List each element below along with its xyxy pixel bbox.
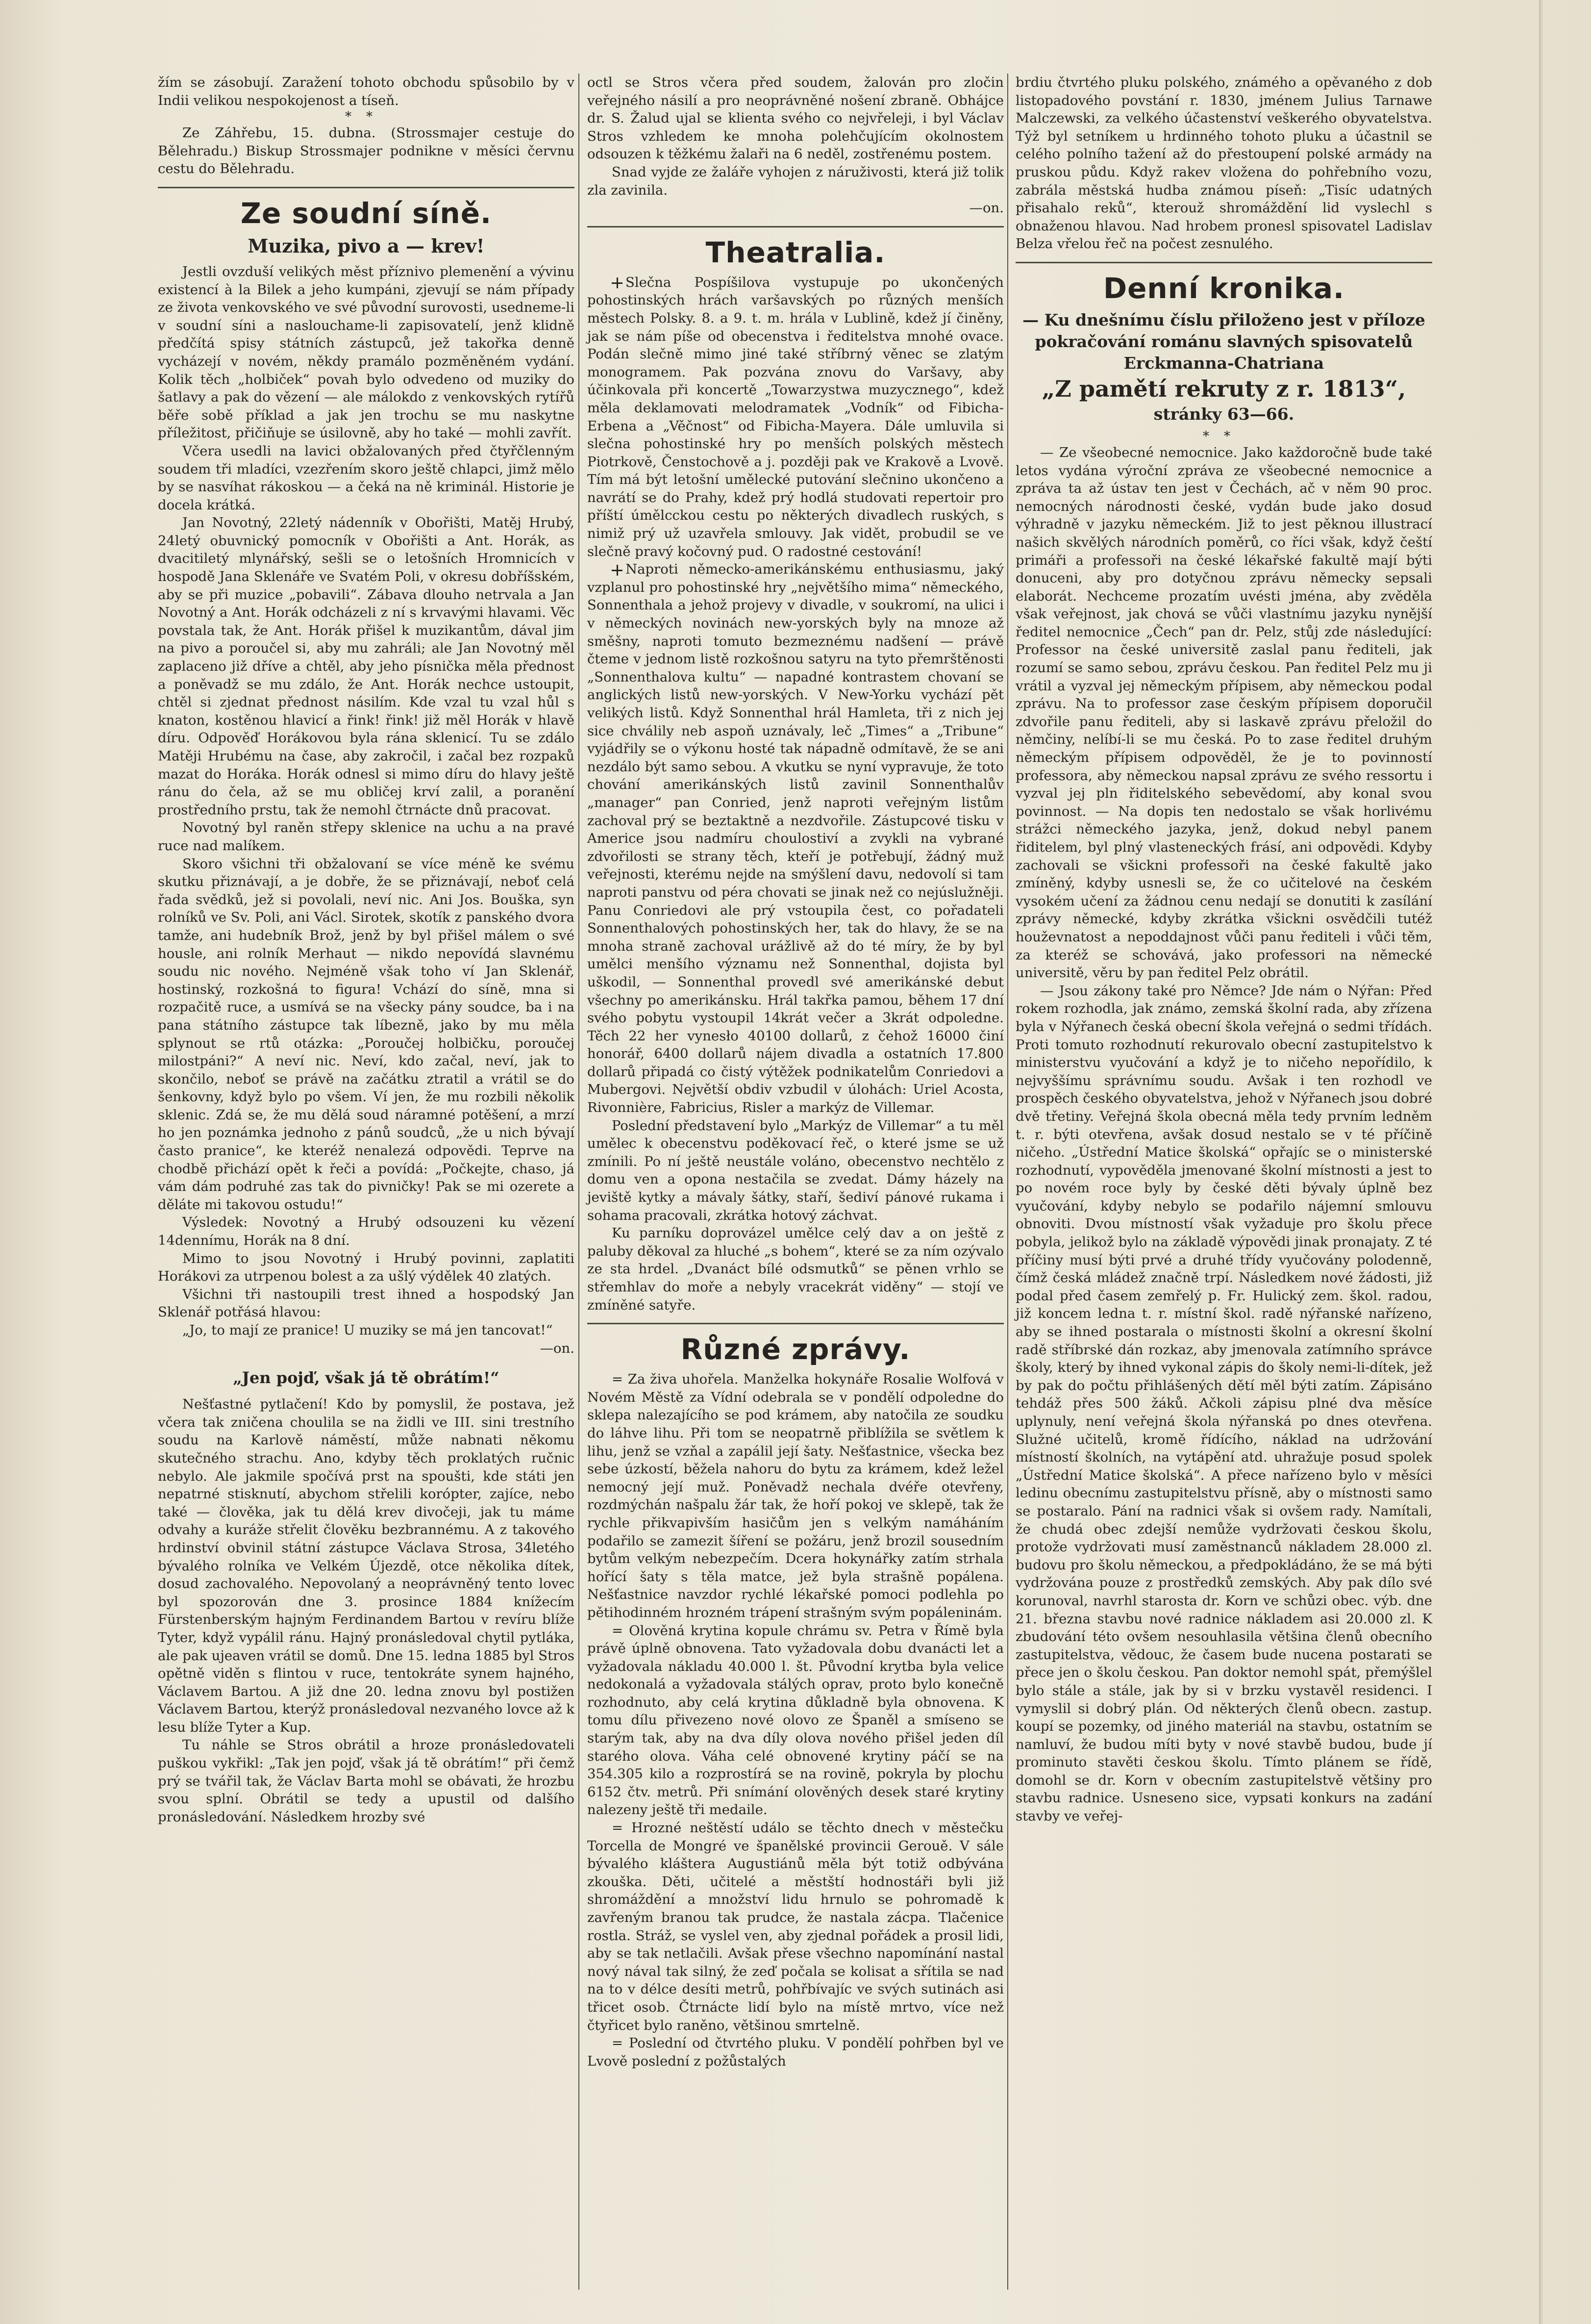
section-title-theatralia: Theatralia. bbox=[705, 235, 886, 269]
article-paragraph: Všichni tři nastoupili trest ihned a hospodský Jan Sklenář potřásá hlavou: bbox=[158, 1286, 574, 1320]
supplement-notice: — Ku dnešnímu číslu přiloženo jest v příloze pokračování románu slavných spisovatelů Erckmanna-Chatriana bbox=[1022, 310, 1425, 373]
news-paragraph: — Jsou zákony také pro Němce? Jde nám o Nýřan: Před rokem rozhodla, jak známo, zemská školní rada, aby zřízena byla v Nýřanech česká obecní škola veřejná o sedmi třídách. Proti tomuto rozhodnutí rekurovalo obecní zastupitelstvo k ministerstvu vyučování a když je to ničeho nepořídilo, k nejvyššímu správnímu soudu. Avšak i ten rozhodl ve prospěch českého obyvatelstva, jehož v Nýřanech jsou dobré dvě třetiny. Veřejná škola obecná měla tedy prvním ledněm t. r. býti otevřena, avšak dosud nestalo se v té příčině ničeho. „Ústřední Matice školská“ opřajíc se o ministerské rozhodnutí, vypověděla jmenované školní místnosti a jest to po novém roce byly by české děti bývaly úplně bez vyučování, kdyby nebylo se podařilo nájemní smlouvu obnoviti. Dvou místností však vyžaduje pro školu přece pobyla, jelikož bylo na základě výpovědi jinak pronajaty. Z té příčiny musí býti prvé a druhé třídy vyučovány polodenně, čímž česká mládež značně trpí. Následkem nové žádosti, již podal před časem zemřelý p. Fr. Hulický zem. škol. radou, již koncem ledna t. r. místní škol. radě nýřanské nařízeno, aby se ihned postarala o místnosti školní a okresní školní radě stříbrské dán rozkaz, aby jmenovala zatímního správce školy, který by ihned vykonal zápis do školy nemi-li-dítek, jež by pak do počtu přihlášených dětí měl býti zatím. Zápisáno tehdáž přes 500 žáků. Ačkoli zápisu plné dva měsíce uplynuly, není veřejná škola nýřanská po dnes otevřena. Služné učitelů, kromě řídícího, náklad na udržování místností školních, na vytápění atd. uhražuje posud spolek „Ústřední Matice školská“. A přece nařízeno bylo v měsíci ledinu obecnímu zastupitelstvu přísně, aby o místnosti samo se postaralo. Pání na radnici však si ovšem rady. Namítali, že chudá obec zdejší nemůže vydržovati českou školu, protože vydržovati musí zaměstnanců nákladem 28.000 zl. budovu pro školu německou, a předpokládáno, že se má býti vydržována pouze z prostředků zemských. Aby pak dílo své korunoval, navrhl starosta dr. Korn ve schůzi obec. výb. dne 21. března stavbu nové radnice nákladem asi 20.000 zl. K zbudování této ovšem nesouhlasila většina členů obecního zastupitelstva, vědouc, že časem bude nucena postarati se přece jen o školu českou. Pan doktor nemohl spát, přemýšlel bylo stále a stále, jak by si v brzku vystavěl residenci. I vymyslil si dobrý plán. Od některých členů obecn. zastup. koupí se pozemky, od jiného materiál na stavbu, ostatním se namluví, že budou míti byty v nové stavbě budou, bude jí prominuto stavěti českou školu. Tímto plánem se řídě, domohl se dr. Korn v obecním zastupitelstvě většiny pro stavbu radnice. Usneseno sice, vypsati konkurs na zadání stavby ve veřej- bbox=[1016, 983, 1432, 1824]
section-title-kronika: Denní kronika. bbox=[1103, 271, 1345, 305]
news-paragraph: brdiu čtvrtého pluku polského, známého a opěvaného z dob listopadového povstání r. 1830, jménem Julius Tarnawe Malczewski, za velkého účastenství veškerého obyvatelstva. Týž byl setníkem u hrdinného tohoto pluku a účastnil se celého polního tažení až do přestoupení polské armády na pruskou půdu. Když rakev vložena do pohřebního vozu, zabrála městská hudba známou píseň: „Tisíc udatných přisahalo reků“, kterouž shromáždění lid vyslechl s obnaženou hlavou. Nad hrobem pronesl spisovatel Ladislav Belza vřelou řeč na počest zesnulého. bbox=[1016, 75, 1432, 252]
news-text: Naproti německo-amerikánskému enthusiasmu, jaký vzplanul pro pohostinské hry „největšího mima“ německého, Sonnenthala a jehož projevy v divadle, v soukromí, na ulici i v německých novinách new-yorských byly na mnoze až směšny, naproti tomuto bezmeznému nadšení — právě čteme v jednom listě rozkošnou satyru na tyto přemrštěnosti „Sonnenthalova kultu“ — napadné kontrastem chovaní se anglických listů new-yorských. V New-Yorku vychází pět velikých listů. Když Sonnenthal hrál Hamleta, tři z nich jej sice chválily neb aspoň uznávaly, leč „Times“ a „Tribune“ vyjádřily se o výkonu hosté tak nápadně odmítavě, že se ani nezdálo být samo sebou. A vkutku se nyní vypravuje, že toto chování amerikánských listů zavinil Sonnenthalův „manager“ pan Conried, jenž naproti veřejným listům zachoval prý se beztaktně a nezdvořile. Zástupcové tisku v Americe jsou nadmíru choulostiví a zvykli na vybrané zdvořilosti se strany těch, kteří je potřebují, žádný muž veřejnosti, kterému nejde na smýšlení davu, nedovolí si tam naproti panstvu od péra chovati se jinak než co nejúslužněji. Panu Conriedovi ale prý vstoupila čest, co pořadateli Sonnenthalových pohostinských her, tak do hlavy, že se na mnoha straně zachoval urážlivě až do té míry, že by byl umělci menšího významu než Sonnenthal, dojista byl uškodil, — Sonnenthal provedl své amerikánské debut všechny po amerikánsku. Hrál takřka pamou, během 17 dní svého pobytu vystoupil 14krát večer a 3krát odpoledne. Těch 22 her vynesło 40100 dollarů, z čehož 16000 činí honorář, 6400 dollarů nájem divadla a ostatních 17.800 dollarů připadá co čistý výtěžek podnikatelům Conriedovi a Mubergovi. Největší obdiv vzbudil v úlohách: Uriel Acosta, Rivonnière, Fabricius, Risler a markýz de Villemar. bbox=[587, 561, 1004, 1116]
separator-stars: ** bbox=[1203, 429, 1245, 444]
article-title-muzika: Muzika, pivo a — krev! bbox=[248, 234, 485, 257]
section-divider bbox=[1016, 262, 1432, 263]
section-divider bbox=[158, 187, 574, 188]
column-rule-2 bbox=[1007, 74, 1008, 2290]
article-paragraph: Jestli ovzduší velikých měst příznivo plemenění a vývinu existencí à la Bilek a jeho kumpáni, zjevují se nám případy ze života venkovského ve své původní surovosti, usedneme-li v soudní síni a naslouchame-li zapisovatelí, jenž klidně předčítá spisy státních zástupců, jež takořka denně vycházejí v novém, někdy pramálo pozměněném vydání. Kolik těch „holbiček“ povah bylo odvedeno od muziky do šatlavy a pak do vězení — ale málokdo z venkovských rytířů běře sobě příklad a jak jen trochu se mu naskytne příležitost, přičiňuje se úsilovně, aby ho také — mohli zavřít. bbox=[158, 263, 574, 441]
article-paragraph: Tu náhle se Stros obrátil a hroze pronásledovateli puškou vykřikl: „Tak jen pojď, však já tě obrátím!“ při čemž prý se tvářil tak, že Václav Barta mohl se obávati, že hrozbu svou splní. Obrátil se tedy a upustil od dalšího pronásledování. Následkem hrozby své bbox=[158, 1737, 574, 1825]
section-divider bbox=[587, 1323, 1004, 1324]
article-signature: —on. bbox=[969, 200, 1004, 216]
article-paragraph: Včera usedli na lavici obžalovaných před čtyřčlenným soudem tři mladíci, vzezřením skoro ještě chlapci, jimž mělo by se nasvíhat rákoskou — a čeká na ně kriminál. Historie je docela krátká. bbox=[158, 443, 574, 513]
column-rule-1 bbox=[578, 74, 579, 2290]
supplement-novel-title: „Z pamětí rekruty z r. 1813“, bbox=[1042, 375, 1406, 402]
article-paragraph: Mimo to jsou Novotný i Hrubý povinni, zaplatiti Horákovi za utrpenou bolest a za ušlý výdělek 40 zlatých. bbox=[158, 1250, 574, 1285]
article-paragraph: Nešťastné pytlačení! Kdo by pomyslil, že postava, jež včera tak zničena choulila se na židli ve III. sini trestního soudu na Karlově náměstí, může nabnati někomu skutečného strachu. Ano, kdyby těch proklatých ručnic nebylo. Ale jakmile spočívá prst na spoušti, kde státi jen nepatrné stisknutí, abychom střelili korópter, zajíce, nebo také — člověka, jak tu dělá krev divočeji, jak tu máme odvahy a kuráže střelit člověku bezbrannému. A z takového hrdinství obvinil státní zástupce Václava Strosa, 34letého bývalého rolníka ve Velkém Újezdě, otce několika dítek, dosud zachovalého. Nepovolaný a neoprávněný tento lovec byl spozorován dne 3. prosince 1884 knížecím Fürstenberským hajným Ferdinandem Bartou v revíru blíže Tyter, když vypálil ránu. Hajný pronásledoval chytil pytláka, ale pak ujeaven vrátil se domů. Dne 15. ledna 1885 byl Stros opětně viděn s flintou v ruce, tentokráte synem hajného, Václavem Bartou. A již dne 20. ledna znovu byl postižen Václavem Bartou, kterýž pronásledoval nezvaného lovce až k lesu blíže Tyter a Kup. bbox=[158, 1396, 574, 1735]
article-paragraph: octl se Stros včera před soudem, žalován pro zločin veřejného násilí a pro neoprávněné nošení zbraně. Obhájce dr. S. Žalud ujal se klienta svého co nejvřeleji, i byl Václav Stros vzhledem ke mnoha polehčujícím okolnostem odsouzen k těžkému žalaři na 6 neděl, zostřenému postem. bbox=[587, 75, 1004, 162]
news-paragraph: Ze Záhřebu, 15. dubna. (Strossmajer cestuje do Bělehradu.) Biskup Strossmajer podnikne v měsíci červnu cestu do Bělehradu. bbox=[158, 125, 574, 177]
section-title-ruzne: Různé zprávy. bbox=[680, 1333, 911, 1366]
supplement-pages: stránky 63—66. bbox=[1153, 404, 1294, 424]
article-paragraph: Snad vyjde ze žaláře vyhojen z náruživosti, která již tolik zla zavinila. bbox=[587, 164, 1004, 198]
news-paragraph: = Poslední od čtvrtého pluku. V pondělí pohřben byl ve Lvově poslední z požůstalých bbox=[587, 2035, 1004, 2069]
article-paragraph: Novotný byl raněn střepy sklenice na uchu a na pravé ruce nad malíkem. bbox=[158, 820, 574, 854]
article-title-obratim: „Jen pojď, však já tě obrátím!“ bbox=[233, 1368, 499, 1388]
news-paragraph: žím se zásobují. Zaražení tohoto obchodu spůsobilo by v Indii velikou nespokojenost a tíseň. bbox=[158, 75, 574, 108]
news-paragraph bbox=[587, 560, 1004, 1116]
news-text: Slečna Pospíšilova vystupuje po ukončených pohostinských hrách varšavských po různých menších městech Polsky. 8. a 9. t. m. hrála v Lublině, kdež jí činěny, jak se nám píše od obecenstva i ředitelstva mnohé ovace. Podán slečně mimo jiné také stříbrný věnec se zlatým monogramem. Pak pozvána znovu do Varšavy, aby účinkovala při koncertě „Towarzystwa muzycznego“, kdež měla deklamovati melodramatek „Vodník“ od Fibicha-Erbena a „Věčnost“ od Fibicha-Mayera. Dále umluvila si slečna pohostinské hry po menších polských městech Piotrkově, Čenstochově a j. později pak ve Krakově a Lvově. Tím má být letošní umělecké putování slečnino ukončeno a navrátí se do Prahy, kdež prý hodlá studovati repertoir pro příští úmělcckou cestu po některých divadlech ruských, s nimiž prý už uzavřela smlouvy. Jak vidět, probudil se ve slečně pravý kočovný pud. O radostné cestování! bbox=[587, 274, 1004, 559]
article-paragraph: „Jo, to mají ze pranice! U muziky se má jen tancovat!“ bbox=[182, 1322, 553, 1338]
cross-mark-icon bbox=[612, 278, 622, 288]
news-paragraph: = Olověná krytina kopule chrámu sv. Petra v Římě byla právě úplně obnovena. Tato vyžadovala dobu dvanácti let a vyžadovala nákladu 40.000 l. št. Původní krytba byla velice nedokonalá a vyžadovala stálých oprav, proto bylo konečně rozhodnuto, aby celá krytina důkladně byla obnovena. K tomu dílu přivezeno nové olovo ze Španěl a smíseno se starým tak, aby na dva díly olova nového přišel jeden díl starého olova. Váha celé obnovené krytiny páčí se na 354.305 kilo a rozprostírá se na rovině, pokryla by plochu 6152 čtv. metrů. Při snímání olověných desek staré krytiny nalezeny ještě tři medaile. bbox=[587, 1622, 1004, 1818]
article-paragraph: Skoro všichni tři obžalovaní se více méně ke svému skutku přiznávají, a je dobře, že se přiznávají, neboť celá řada svědků, jež si povolali, neví nic. Ani Jos. Bouška, syn rolníků ve Sv. Poli, ani Václ. Sirotek, skotík z panského dvora tamže, ani hudebník Brož, jenž by byl přišel málem o své housle, ani rolník Merhaut — nikdo nepovídá slavnému soudu nic nového. Nejméně však toho ví Jan Sklenář, hostinský, rozkošná to figura! Vchází do síně, mna si rozpačitě ruce, a usmívá se na všecky pány soudce, ba i na pana státního zástupce tak líbezně, jako by mu měla splynout se rtů otázka: „Poroučej holbičku, poroučej milostpáni?“ A neví nic. Neví, kdo začal, neví, jak to skončilo, neboť se právě na začátku ztratil a vrátil se do šenkovny, když bylo po všem. Ví jen, že mu rozbili několik sklenic. Zdá se, že mu dělá soud náramné potěšení, a mrzí ho jen poznámka jednoho z pánů soudců, „že u nich bývají často pranice“, ke kteréž nenalezá odpovědi. Teprve na chodbě přichází opět k řeči a povídá: „Počkejte, chaso, já vám dám podruhé zas tak do pivničky! Pak se mi ozerete a děláte mi takovou ostudu!“ bbox=[158, 856, 574, 1213]
column-3 bbox=[1016, 74, 1432, 1825]
article-signature: —on. bbox=[540, 1340, 574, 1356]
news-paragraph bbox=[587, 274, 1004, 561]
article-paragraph: Výsledek: Novotný a Hrubý odsouzeni ku vězení 14dennímu, Horák na 8 dní. bbox=[158, 1214, 574, 1249]
separator-stars: ** bbox=[345, 109, 387, 125]
column-1 bbox=[158, 74, 574, 1826]
section-divider bbox=[587, 226, 1004, 227]
news-paragraph: = Hrozné neštěstí událo se těchto dnech v městečku Torcella de Mongré ve španělské provincii Gerouě. V sále bývalého kláštera Augustiánů měla být totiž odbývána zkouška. Děti, učitelé a městští hodnostáři byli již shromáždění a množství lidu hrnulo se pohromadě k zavřeným branou tak prudce, že nastala zácpa. Tlačenice rostla. Stráž, se vyslel ven, aby zjednal pořádek a prosil lidi, aby se tak netlačili. Avšak přese všechno napomínání nastal nový nával tak silný, že zeď počala se kolisat a sřítila se nad na to v délce desíti metrů, pohřbívajíc ve svých sutinách asi třicet osob. Čtrnácte lidí bylo na místě mrtvo, více než čtyřicet bylo raněno, většinou smrtelně. bbox=[587, 1820, 1004, 2033]
cross-mark-icon bbox=[612, 565, 622, 576]
section-title-court: Ze soudní síně. bbox=[240, 196, 492, 230]
page-fold-shadow bbox=[1539, 0, 1544, 2324]
news-paragraph: Ku parníku doprovázel umělce celý dav a on ještě z paluby děkoval za hluché „s bohem“, které se za ním ozývalo ze sta hrdel. „Dvanáct bílé odsmutků“ se pěnen vrhlo se střemhlav do moře a nebyly vracekrát viděny“ — stojí ve zmíněné satyře. bbox=[587, 1225, 1004, 1313]
news-paragraph: = Za živa uhořela. Manželka hokynáře Rosalie Wolfová v Novém Městě za Vídní odebrala se v pondělí odpoledne do sklepa nalezajícího se pod krámem, aby natočila ze soudku do láhve lihu. Při tom se neopatrně přiblížila se světlem k lihu, jenž se vzňal a zapálil její šaty. Nešťastnice, všecka bez sebe úzkostí, běžela nahoru do bytu za krámem, kdež ležel nemocný její muž. Poněvadž nechala dvéře otevřeny, rozdmýchán našpalu žár tak, že hoří pokoj ve sklepě, tak že rychle přikvapivším hasičům jen s velkým namáháním podařilo se zamezit šíření se požáru, jenž brozil sousedním bytům velkým nebezpečím. Dcera hokynářky zatím strhala hořící šaty s těla matce, jež byla strašně popálena. Nešťastnice navzdor rychlé lékařské pomoci podlehla po pětihodinném hrozném trápení strašným svým popáleninám. bbox=[587, 1371, 1004, 1620]
article-paragraph: Jan Novotný, 22letý nádenník v Obořišti, Matěj Hrubý, 24letý obuvnický pomocník v Obořišti a Ant. Horák, as dvacitiletý mlynářský, sešli se o letošních Hromnicích v hospodě Jana Sklenáře ve Svatém Poli, v okresu dobříšském, aby se při muzice „pobavili“. Zábava dlouho netrvala a Jan Novotný a Ant. Horák odcházeli z ní s krvavými hlavami. Věc povstala tak, že Ant. Horák přišel k muzikantům, dával jim na pivo a poroučel si, aby mu zahráli; ale Jan Novotný měl zaplaceno již dříve a chtěl, aby jeho písnička měla přednost a poněvadž se mu zdálo, že Ant. Horák nechce ustoupit, chtěl si zjednat přednost násilím. Kde vzal tu vzal hůl s knaton, kostěnou hlavicí a řink! řink! již měl Horák v hlavě díru. Odpověď Horákovou byla rána sklenicí. Tu se zdálo Matěji Hrubému na čase, aby zakročil, i začal bez rozpaků mazat do Horáka. Horák odnesl si mimo díru do hlavy ještě ránu do čela, až se mu obličej krví zalil, a poranění prostředního prstu, tak že nemohl čtrnácte dnů pracovat. bbox=[158, 515, 574, 818]
column-2 bbox=[587, 74, 1004, 2070]
news-paragraph: Poslední představení bylo „Markýz de Villemar“ a tu měl umělec k obecenstvu poděkovací řeč, o které jsme se už zmínili. Po ní ještě neustále voláno, obecenstvo nechtělo z domu ven a opona nestačila se zvedat. Dámy házely na jeviště kytky a mávaly šátky, staří, šediví pánové rukama i sohama pracovali, zkrátka hotový záchvat. bbox=[587, 1117, 1004, 1223]
news-paragraph: — Ze všeobecné nemocnice. Jako každoročně bude také letos vydána výroční zpráva ze všeobecné nemocnice a zpráva ta až ústav ten jest v Čechách, ač v něm 90 proc. nemocných národnosti české, vydán bude jako dosud výhradně v jazyku německém. Již to jest pěknou illustrací našich skvělých národních poměrů, co říci však, když čeští primáři a professoři na české lékařské fakultě mají býti donuceni, aby pro dotyčnou zprávu německy sepsali elaborát. Nechceme prozatím uvésti jména, aby zvěděla však veřejnost, jak chová se vůči vlastnímu jazyku nynější ředitel nemocnice „Čech“ pan dr. Pelz, stůj zde následující: Professor na české universitě zaslal panu řediteli, jak rozumí se samo sebou, zprávu českou. Pan ředitel Pelz mu ji vrátil a vyzval jej německým přípisem, aby německou podal zprávu. Na to professor zase českým přípisem doporučil zdvořile panu řediteli, aby si laskavě zprávu přeložil do němčiny, nelíbí-li se mu česká. Po to zase ředitel druhým německým přípisem odpověděl, že je to povinností professora, aby německou napsal zprávu ze svého ressortu i vyzval jej pln řiditelského sebevědomí, aby konal svou povinnost. — Na dopis ten nedostalo se však horlivému strážci německého jazyka, jenž, dokud nebyl panem řiditelem, byl plný vlasteneckých frásí, ani odpovědi. Kdyby zachovali se všickni professoři na české fakultě jako zmíněný, kdyby usnesli se, že co učitelové na českém vysokém učení za žádnou cenu nedají se donutiti k zasílání zprávy německé, kdyby zkrátka všickni osvědčili tutéž houževnatost a nepoddajnost vůči panu řediteli i vůči těm, za kteréž se schovává, jako professori na německé universitě, věru by pan ředitel Pelz obrátil. bbox=[1016, 444, 1432, 981]
